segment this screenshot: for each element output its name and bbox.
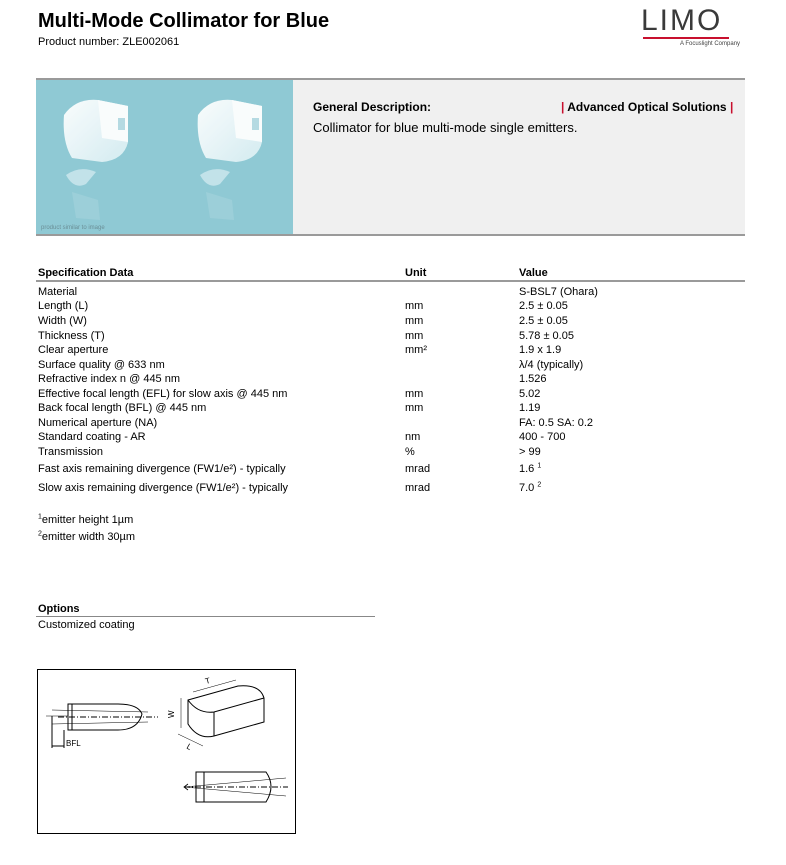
- spec-value: > 99: [519, 446, 541, 458]
- spec-unit: mrad: [405, 482, 431, 494]
- spec-value: 5.78 ± 0.05: [519, 330, 574, 342]
- lens-render-left: [64, 100, 128, 220]
- logo-accent-bar: [643, 37, 729, 39]
- spec-unit: mm²: [405, 344, 427, 356]
- spec-value: 1.6 $^1$: [519, 462, 542, 475]
- spec-value: 400 - 700: [519, 431, 566, 443]
- spec-value: 1.9 x 1.9: [519, 344, 562, 356]
- spec-value: FA: 0.5 SA: 0.2: [519, 417, 593, 429]
- description-heading: General Description:: [313, 100, 432, 114]
- pipe-left: |: [561, 100, 568, 114]
- spec-value: 2.5 ± 0.05: [519, 315, 568, 327]
- spec-value: S-BSL7 (Ohara): [519, 286, 598, 298]
- spec-name: Standard coating - AR: [38, 431, 146, 443]
- image-caption: product similar to image: [41, 225, 105, 231]
- spec-value: 1.526: [519, 373, 547, 385]
- options-rule: [36, 616, 375, 617]
- spec-footnote-mark: 2: [537, 481, 542, 489]
- spec-unit: mm: [405, 300, 424, 312]
- page-title: Multi-Mode Collimator for Blue: [38, 10, 330, 32]
- spec-name: Refractive index n @ 445 nm: [38, 373, 181, 385]
- spec-footnote-mark: 1: [537, 462, 542, 470]
- collimator-render-icon: [36, 80, 293, 234]
- spec-name: Width (W): [38, 315, 87, 327]
- drawing-label-t: T: [204, 675, 212, 686]
- lens-render-right: [198, 100, 262, 220]
- drawing-label-w: W: [167, 710, 176, 718]
- spec-name: Numerical aperture (NA): [38, 417, 158, 429]
- spec-name: Fast axis remaining divergence (FW1/e²) - typically: [38, 463, 286, 475]
- brand-tagline: [561, 100, 733, 114]
- dimension-drawing-icon: [38, 670, 297, 835]
- spec-name: Material: [38, 286, 78, 298]
- spec-header-unit: Unit: [405, 267, 427, 279]
- options-heading: Options: [38, 603, 80, 615]
- spec-name: Thickness (T): [38, 330, 105, 342]
- spec-name: Clear aperture: [38, 344, 109, 356]
- spec-unit: mrad: [405, 463, 431, 475]
- spec-unit: nm: [405, 431, 421, 443]
- options-item: Customized coating: [38, 619, 135, 631]
- footnote-2: $^2$emitter width 30µm: [38, 530, 136, 543]
- spec-name: Back focal length (BFL) @ 445 nm: [38, 402, 207, 414]
- drawing-label-bfl: BFL: [66, 739, 81, 748]
- spec-header-value: Value: [519, 267, 548, 279]
- spec-name: Surface quality @ 633 nm: [38, 359, 165, 371]
- spec-unit: mm: [405, 315, 424, 327]
- technical-drawing: [37, 669, 296, 834]
- spec-name: Transmission: [38, 446, 103, 458]
- logo-tagline: A Focuslight Company: [680, 41, 741, 47]
- front-view: [184, 772, 288, 802]
- spec-name: Effective focal length (EFL) for slow axis @ 445 nm: [38, 388, 288, 400]
- footnote-1: $^1$emitter height 1µm: [38, 513, 134, 526]
- spec-header-rule: [36, 280, 745, 282]
- brand-tagline-text: Advanced Optical Solutions: [567, 100, 727, 114]
- limo-logo: [638, 4, 750, 48]
- logo-brand: LIMO: [641, 4, 723, 37]
- side-view: [46, 704, 158, 748]
- pipe-right: |: [726, 100, 734, 114]
- description-text: Collimator for blue multi-mode single emitters.: [313, 120, 578, 135]
- spec-name: Slow axis remaining divergence (FW1/e²) - typically: [38, 482, 289, 494]
- spec-value: 7.0 $^2$: [519, 481, 542, 494]
- spec-unit: mm: [405, 388, 424, 400]
- drawing-label-l: L: [185, 741, 194, 752]
- panel-bottom-divider: [36, 234, 745, 236]
- spec-unit: %: [405, 446, 415, 458]
- isometric-view: [178, 680, 264, 746]
- spec-name: Length (L): [38, 300, 89, 312]
- spec-unit: mm: [405, 330, 424, 342]
- spec-value: 2.5 ± 0.05: [519, 300, 568, 312]
- product-image: [36, 80, 293, 234]
- spec-header-name: Specification Data: [38, 267, 134, 279]
- spec-value: 5.02: [519, 388, 541, 400]
- product-number: Product number: ZLE002061: [38, 36, 180, 48]
- spec-value: 1.19: [519, 402, 541, 414]
- spec-value: λ/4 (typically): [519, 359, 584, 371]
- spec-unit: mm: [405, 402, 424, 414]
